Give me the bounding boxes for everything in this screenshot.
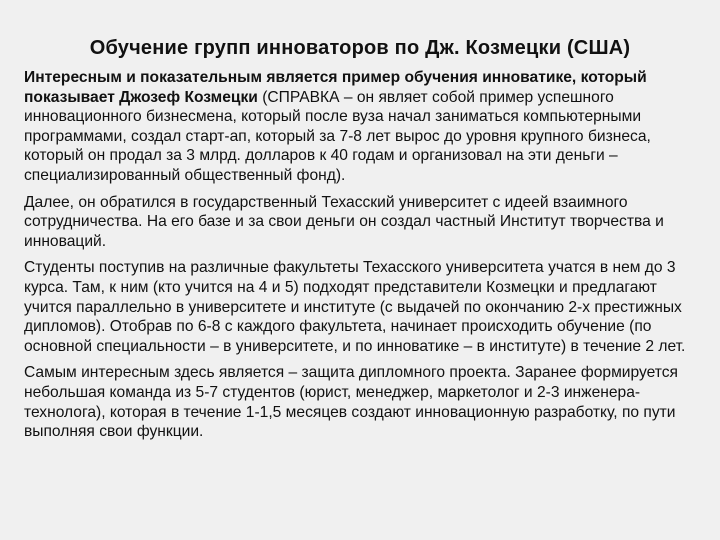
paragraph-intro-bold: Интересным и показательным является пример обучения инноватике, который показывает Джозеф Козмецки	[24, 69, 647, 106]
paragraph-diploma-project: Самым интересным здесь является – защита дипломного проекта. Заранее формируется небольшая команда из 5-7 студентов (юрист, менеджер, маркетолог и 2-3 инженера-технолога), которая в течение 1-1,5 месяцев создают инновационную разработку, по пути выполняя свои функции.	[24, 364, 678, 441]
paragraph-students: Студенты поступив на различные факультеты Техасского университета учатся в нем до 3 курса. Там, к ним (кто учится на 4 и 5) подходят представители Козмецки и предлагают учится параллельно в университете и институте (с выдачей по окончанию 2-х престижных дипломов). Отобрав по 6-8 с каждого факультета, начинает происходить обучение (по основной специальности – в университете, и по инноватике – в институте) в течение 2 лет.	[24, 259, 686, 355]
paragraph-intro	[24, 68, 696, 186]
slide-title: Обучение групп инноваторов по Дж. Козмецки (США)	[89, 37, 631, 59]
paragraph-university: Далее, он обратился в государственный Техасский университет с идеей взаимного сотрудничества. На его базе и за свои деньги он создал частный Институт творчества и инноваций.	[24, 193, 664, 250]
paragraph-intro-text: (СПРАВКА – он являет собой пример успешного инновационного бизнесмена, который после вуза начал заниматься компьютерными программами, создал старт-ап, который за 7-8 лет вырос до уровня крупного бизнеса, который он продал за 3 млрд. долларов к 40 годам и организовал на эти деньги – специализированный общественный фонд).	[24, 88, 651, 184]
